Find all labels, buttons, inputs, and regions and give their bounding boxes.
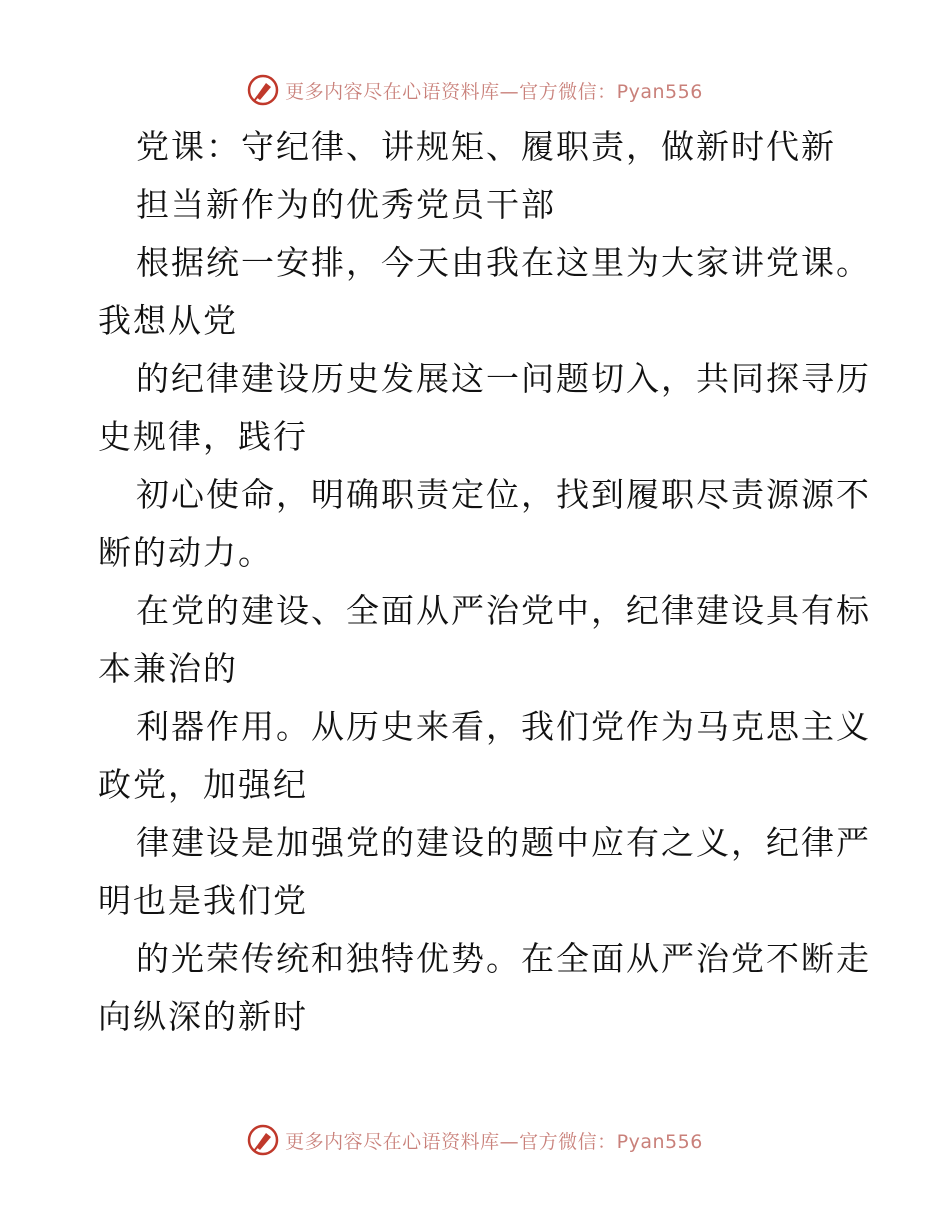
paragraph-line: 史规律，践行 (98, 417, 308, 456)
pen-nib-logo-icon (247, 1124, 279, 1156)
paragraph-line: 的光荣传统和独特优势。在全面从严治党不断走 (136, 939, 871, 978)
title-line-1: 党课：守纪律、讲规矩、履职责，做新时代新 (136, 127, 836, 166)
paragraph-line: 初心使命，明确职责定位，找到履职尽责源源不 (136, 475, 871, 514)
header-banner (0, 70, 950, 110)
pen-nib-logo-icon (247, 74, 279, 106)
footer-banner-text: 更多内容尽在心语资料库—官方微信：Pyan556 (285, 1130, 703, 1153)
title-line-2: 担当新作为的优秀党员干部 (136, 185, 556, 224)
paragraph-line: 利器作用。从历史来看，我们党作为马克思主义 (136, 707, 871, 746)
paragraph-line: 政党，加强纪 (98, 765, 308, 804)
paragraph-line: 本兼治的 (98, 649, 238, 688)
document-body (98, 118, 871, 1046)
footer-banner (0, 1120, 950, 1160)
paragraph-line: 在党的建设、全面从严治党中，纪律建设具有标 (136, 591, 871, 630)
paragraph-line: 根据统一安排，今天由我在这里为大家讲党课。 (136, 243, 871, 282)
paragraph-line: 明也是我们党 (98, 881, 308, 920)
paragraph-line: 我想从党 (98, 301, 238, 340)
paragraph-line: 的纪律建设历史发展这一问题切入，共同探寻历 (136, 359, 871, 398)
header-banner-text: 更多内容尽在心语资料库—官方微信：Pyan556 (285, 80, 703, 103)
paragraph-line: 向纵深的新时 (98, 997, 308, 1036)
paragraph-line: 律建设是加强党的建设的题中应有之义，纪律严 (136, 823, 871, 862)
paragraph-line: 断的动力。 (98, 533, 273, 572)
